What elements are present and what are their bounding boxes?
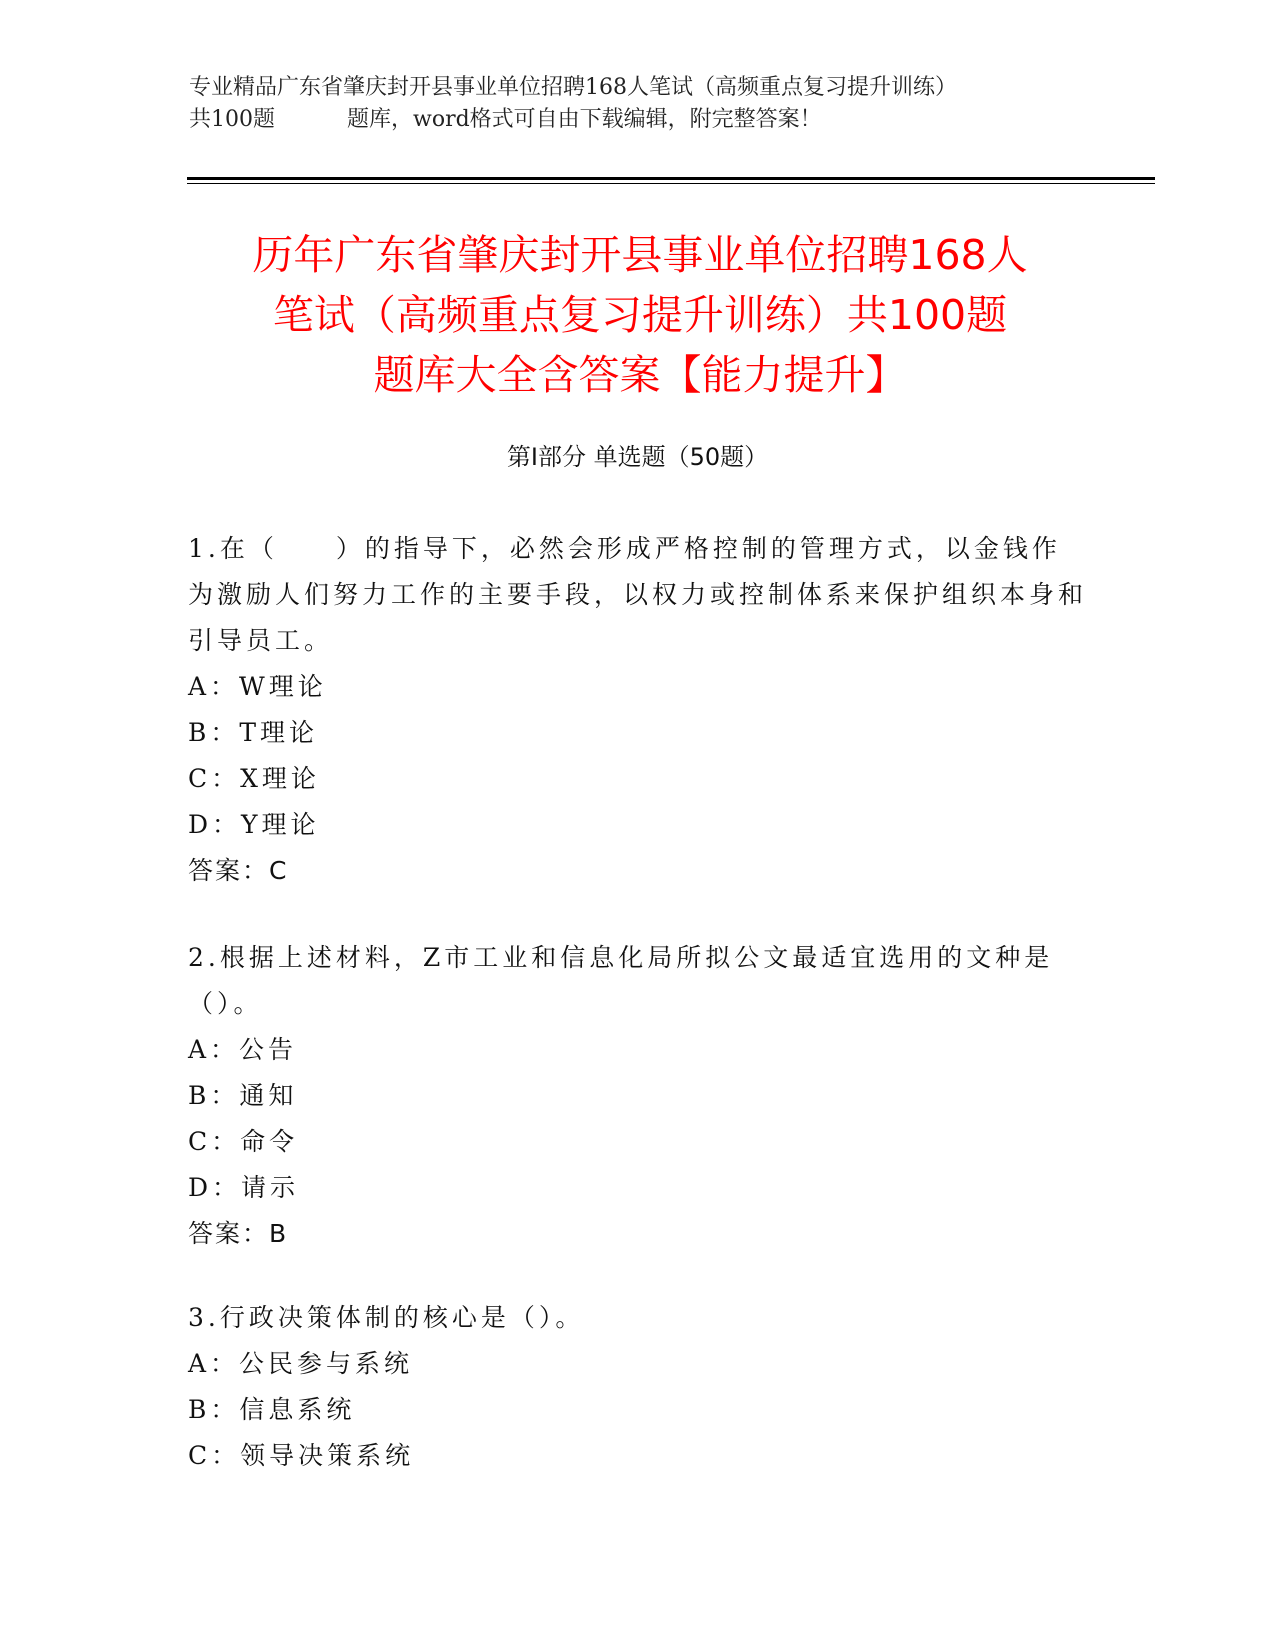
option-c: C：领导决策系统 <box>188 1441 415 1470</box>
option-d: D：Y理论 <box>188 810 320 839</box>
option-c: C：命令 <box>188 1127 299 1156</box>
question-stem: 3.行政决策体制的核心是（）。 <box>188 1303 585 1332</box>
header-line-1: 专业精品广东省肇庆封开县事业单位招聘168人笔试（高频重点复习提升训练） <box>189 75 957 100</box>
document-title <box>160 225 1120 405</box>
option-a: A：公民参与系统 <box>188 1349 414 1378</box>
title-line-3: 题库大全含答案【能力提升】 <box>373 351 907 399</box>
header-line-2 <box>189 104 1089 136</box>
header-count: 共100题 <box>189 107 275 132</box>
option-b: B：通知 <box>188 1081 298 1110</box>
answer: 答案：C <box>188 856 289 885</box>
option-d: D：请示 <box>188 1173 300 1202</box>
option-b: B：信息系统 <box>188 1395 356 1424</box>
question-2 <box>188 935 1088 1257</box>
question-stem: 1.在（ ）的指导下，必然会形成严格控制的管理方式，以金钱作为激励人们努力工作的主要手段，以权力或控制体系来保护组织本身和引导员工。 <box>188 534 1088 655</box>
header-rule-thick <box>187 177 1155 180</box>
header-note: 题库，word格式可自由下载编辑，附完整答案！ <box>347 107 822 132</box>
option-b: B：T理论 <box>188 718 319 747</box>
answer: 答案：B <box>188 1219 289 1248</box>
document-header <box>189 72 1089 136</box>
section-heading: 第Ⅰ部分 单选题（50题） <box>506 443 769 471</box>
header-rule-thin <box>187 183 1155 184</box>
question-3 <box>188 1295 1088 1479</box>
option-a: A：公告 <box>188 1035 298 1064</box>
option-a: A：W理论 <box>188 672 327 701</box>
question-1 <box>188 526 1088 894</box>
title-line-1: 历年广东省肇庆封开县事业单位招聘168人 <box>252 231 1028 279</box>
title-line-2: 笔试（高频重点复习提升训练）共100题 <box>272 291 1008 339</box>
option-c: C：X理论 <box>188 764 320 793</box>
question-stem: 2.根据上述材料，Z市工业和信息化局所拟公文最适宜选用的文种是（）。 <box>188 943 1054 1018</box>
